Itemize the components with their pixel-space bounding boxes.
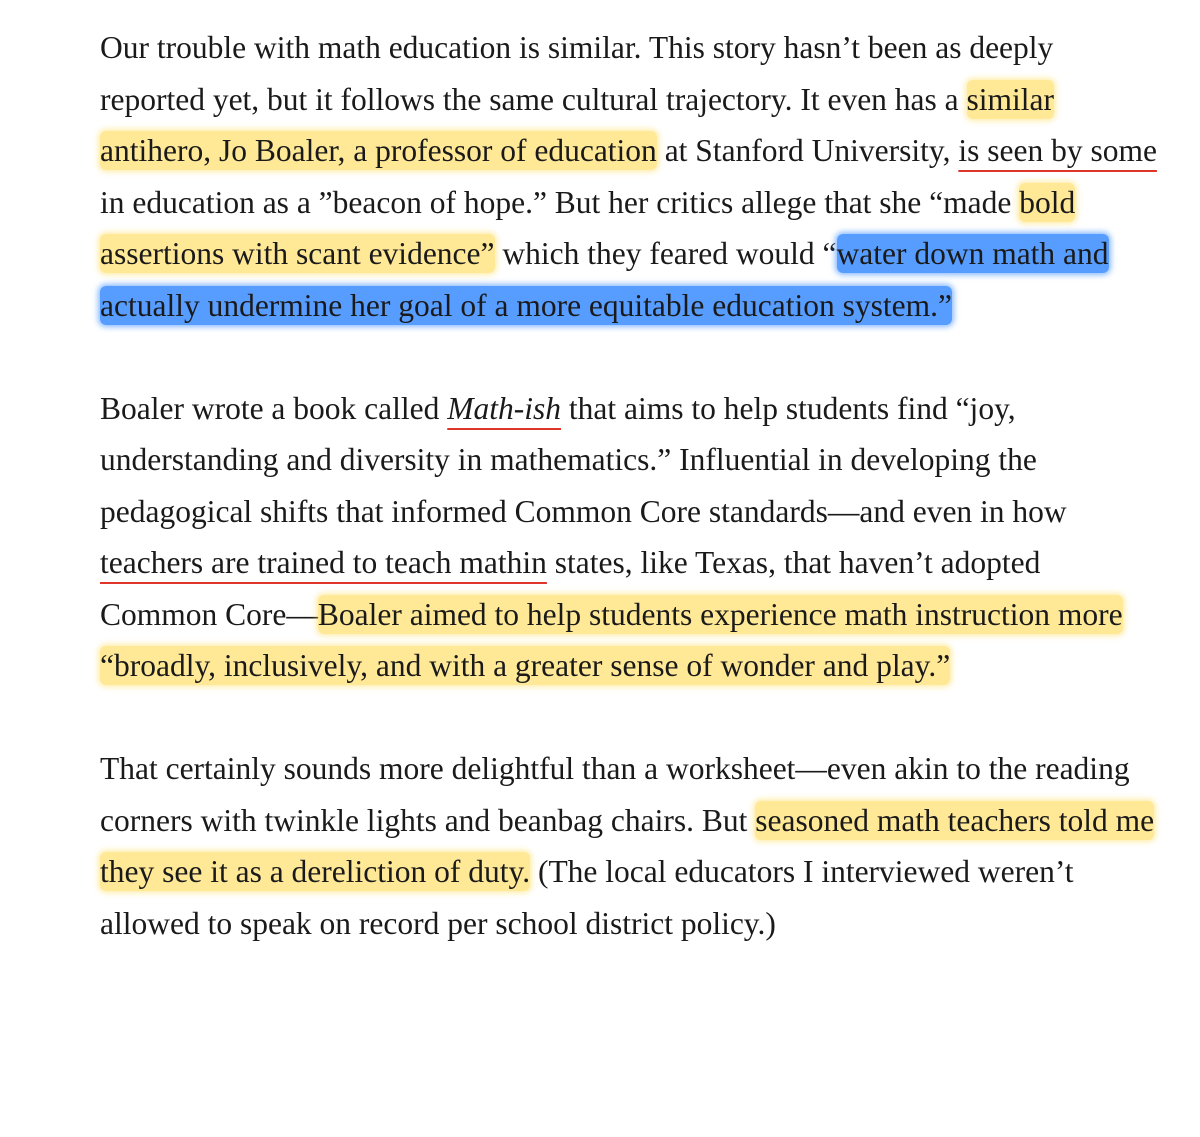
paragraph-worksheet (100, 743, 1160, 949)
paragraph-text: in education as a ”beacon of hope.” But her critics allege that she “made (100, 184, 1020, 220)
paragraph-text: states, like Texas, that haven’t adopted Common Core— (100, 545, 1041, 632)
article-body (100, 22, 1160, 949)
paragraph-text: that aims to help students find “joy, understanding and diversity in mathematics.” Influential in developing the pedagogical shifts that informed Common Core standards—and even in how (100, 390, 1067, 529)
spelling-underline: is seen by some (958, 133, 1157, 168)
paragraph-text: (The local educators I interviewed weren’t allowed to speak on record per school district policy.) (100, 854, 1074, 941)
highlight-yellow: bold assertions with scant evidence” (100, 184, 1076, 271)
highlight-yellow: seasoned math teachers told me they see it as a dereliction of duty. (100, 802, 1155, 889)
paragraph-text: which they feared would “ (494, 236, 837, 271)
paragraph-text: Our trouble with math education is similar. This story hasn’t been as deeply reported yet, but it follows the same cultural trajectory. It even has a (100, 30, 1054, 117)
paragraph-text: That certainly sounds more delightful than a worksheet—even akin to the reading corners with twinkle lights and beanbag chairs. But (100, 751, 1130, 838)
book-title: Math-ish (447, 390, 561, 426)
spelling-underline: teachers are trained to teach mathin (100, 545, 547, 580)
paragraph-text: at Stanford University, (656, 133, 959, 168)
paragraph-text: Boaler wrote a book called (100, 390, 448, 426)
highlight-yellow: Boaler aimed to help students experience math instruction more “broadly, inclusively, and with a greater sense of wonder and play.” (100, 596, 1123, 683)
highlight-blue: water down math and actually undermine her goal of a more equitable education system.” (100, 236, 1109, 323)
highlight-yellow: similar antihero, Jo Boaler, a professor of education (100, 81, 1055, 168)
paragraph-math-education (100, 22, 1160, 331)
paragraph-math-ish (100, 383, 1160, 692)
